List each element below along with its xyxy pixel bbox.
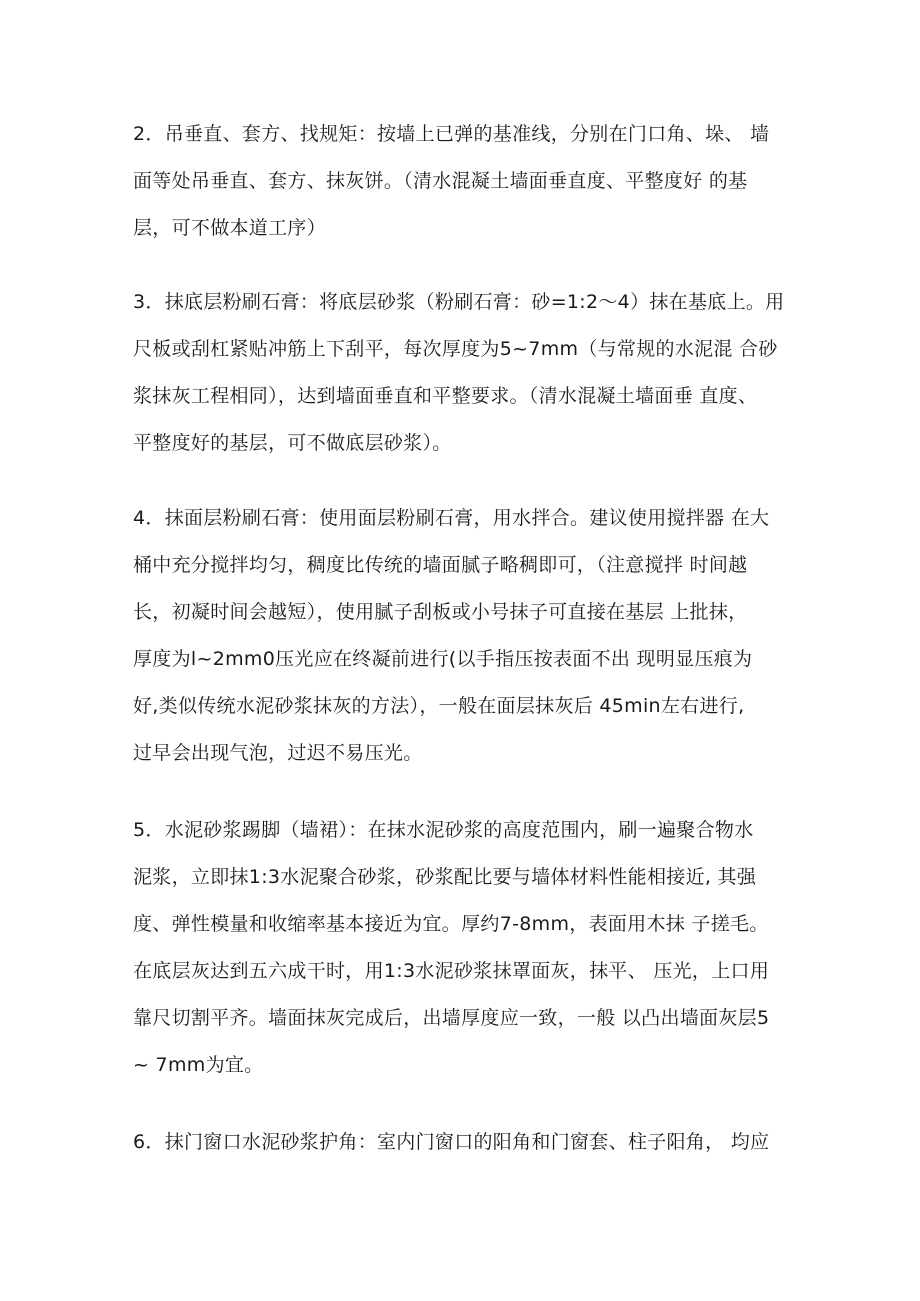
text-line: 长，初凝时间会越短），使用腻子刮板或小号抹子可直接在基层 上批抹， (133, 601, 748, 623)
paragraph-step-5 (133, 807, 803, 1089)
text-line: 靠尺切割平齐。墙面抹灰完成后，出墙厚度应一致，一般 以凸出墙面灰层5 (133, 1007, 770, 1029)
text-line: ~ 7mm为宜。 (133, 1054, 264, 1076)
paragraph-step-3 (133, 279, 803, 467)
text-line: 尺板或刮杠紧贴冲筋上下刮平，每次厚度为5~7mm（与常规的水泥混 合砂 (133, 338, 778, 360)
text-line: 面等处吊垂直、套方、抹灰饼。（清水混凝土墙面垂直度、平整度好 的基 (133, 170, 748, 192)
text-line: 层，可不做本道工序） (133, 217, 327, 239)
text-line: 平整度好的基层，可不做底层砂浆）。 (133, 432, 452, 454)
text-line: 3．抹底层粉刷石膏：将底层砂浆（粉刷石膏：砂=1:2～4）抹在基底上。用 (133, 291, 785, 313)
text-line: 5．水泥砂浆踢脚（墙裙）：在抹水泥砂浆的高度范围内，刷一遍聚合物水 (133, 819, 754, 841)
text-line: 桶中充分搅拌均匀，稠度比传统的墙面腻子略稠即可，（注意搅拌 时间越 (133, 554, 748, 576)
text-line: 2．吊垂直、套方、找规矩：按墙上已弹的基准线，分别在门口角、垛、 墙 (133, 123, 770, 145)
text-line: 过早会出现气泡，过迟不易压光。 (133, 742, 423, 764)
text-line: 浆抹灰工程相同），达到墙面垂直和平整要求。（清水混凝土墙面垂 直度、 (133, 385, 758, 407)
paragraph-step-2 (133, 111, 803, 252)
text-line: 在底层灰达到五六成干时，用1:3水泥砂浆抹罩面灰，抹平、 压光，上口用 (133, 960, 770, 982)
paragraph-step-6 (133, 1119, 803, 1166)
text-line: 好,类似传统水泥砂浆抹灰的方法），一般在面层抹灰后 45min左右进行, (133, 695, 745, 717)
text-line: 度、弹性模量和收缩率基本接近为宜。厚约7-8mm，表面用木抹 子搓毛。 (133, 913, 769, 935)
text-line: 4．抹面层粉刷石膏：使用面层粉刷石膏，用水拌合。建议使用搅拌器 在大 (133, 507, 770, 529)
text-line: 厚度为l~2mm0压光应在终凝前进行(以手指压按表面不出 现明显压痕为 (133, 648, 753, 670)
paragraph-step-4 (133, 495, 803, 777)
text-line: 泥浆，立即抹1:3水泥聚合砂浆，砂浆配比要与墙体材料性能相接近, 其强 (133, 866, 757, 888)
text-line: 6．抹门窗口水泥砂浆护角：室内门窗口的阳角和门窗套、柱子阳角， 均应 (133, 1131, 770, 1153)
